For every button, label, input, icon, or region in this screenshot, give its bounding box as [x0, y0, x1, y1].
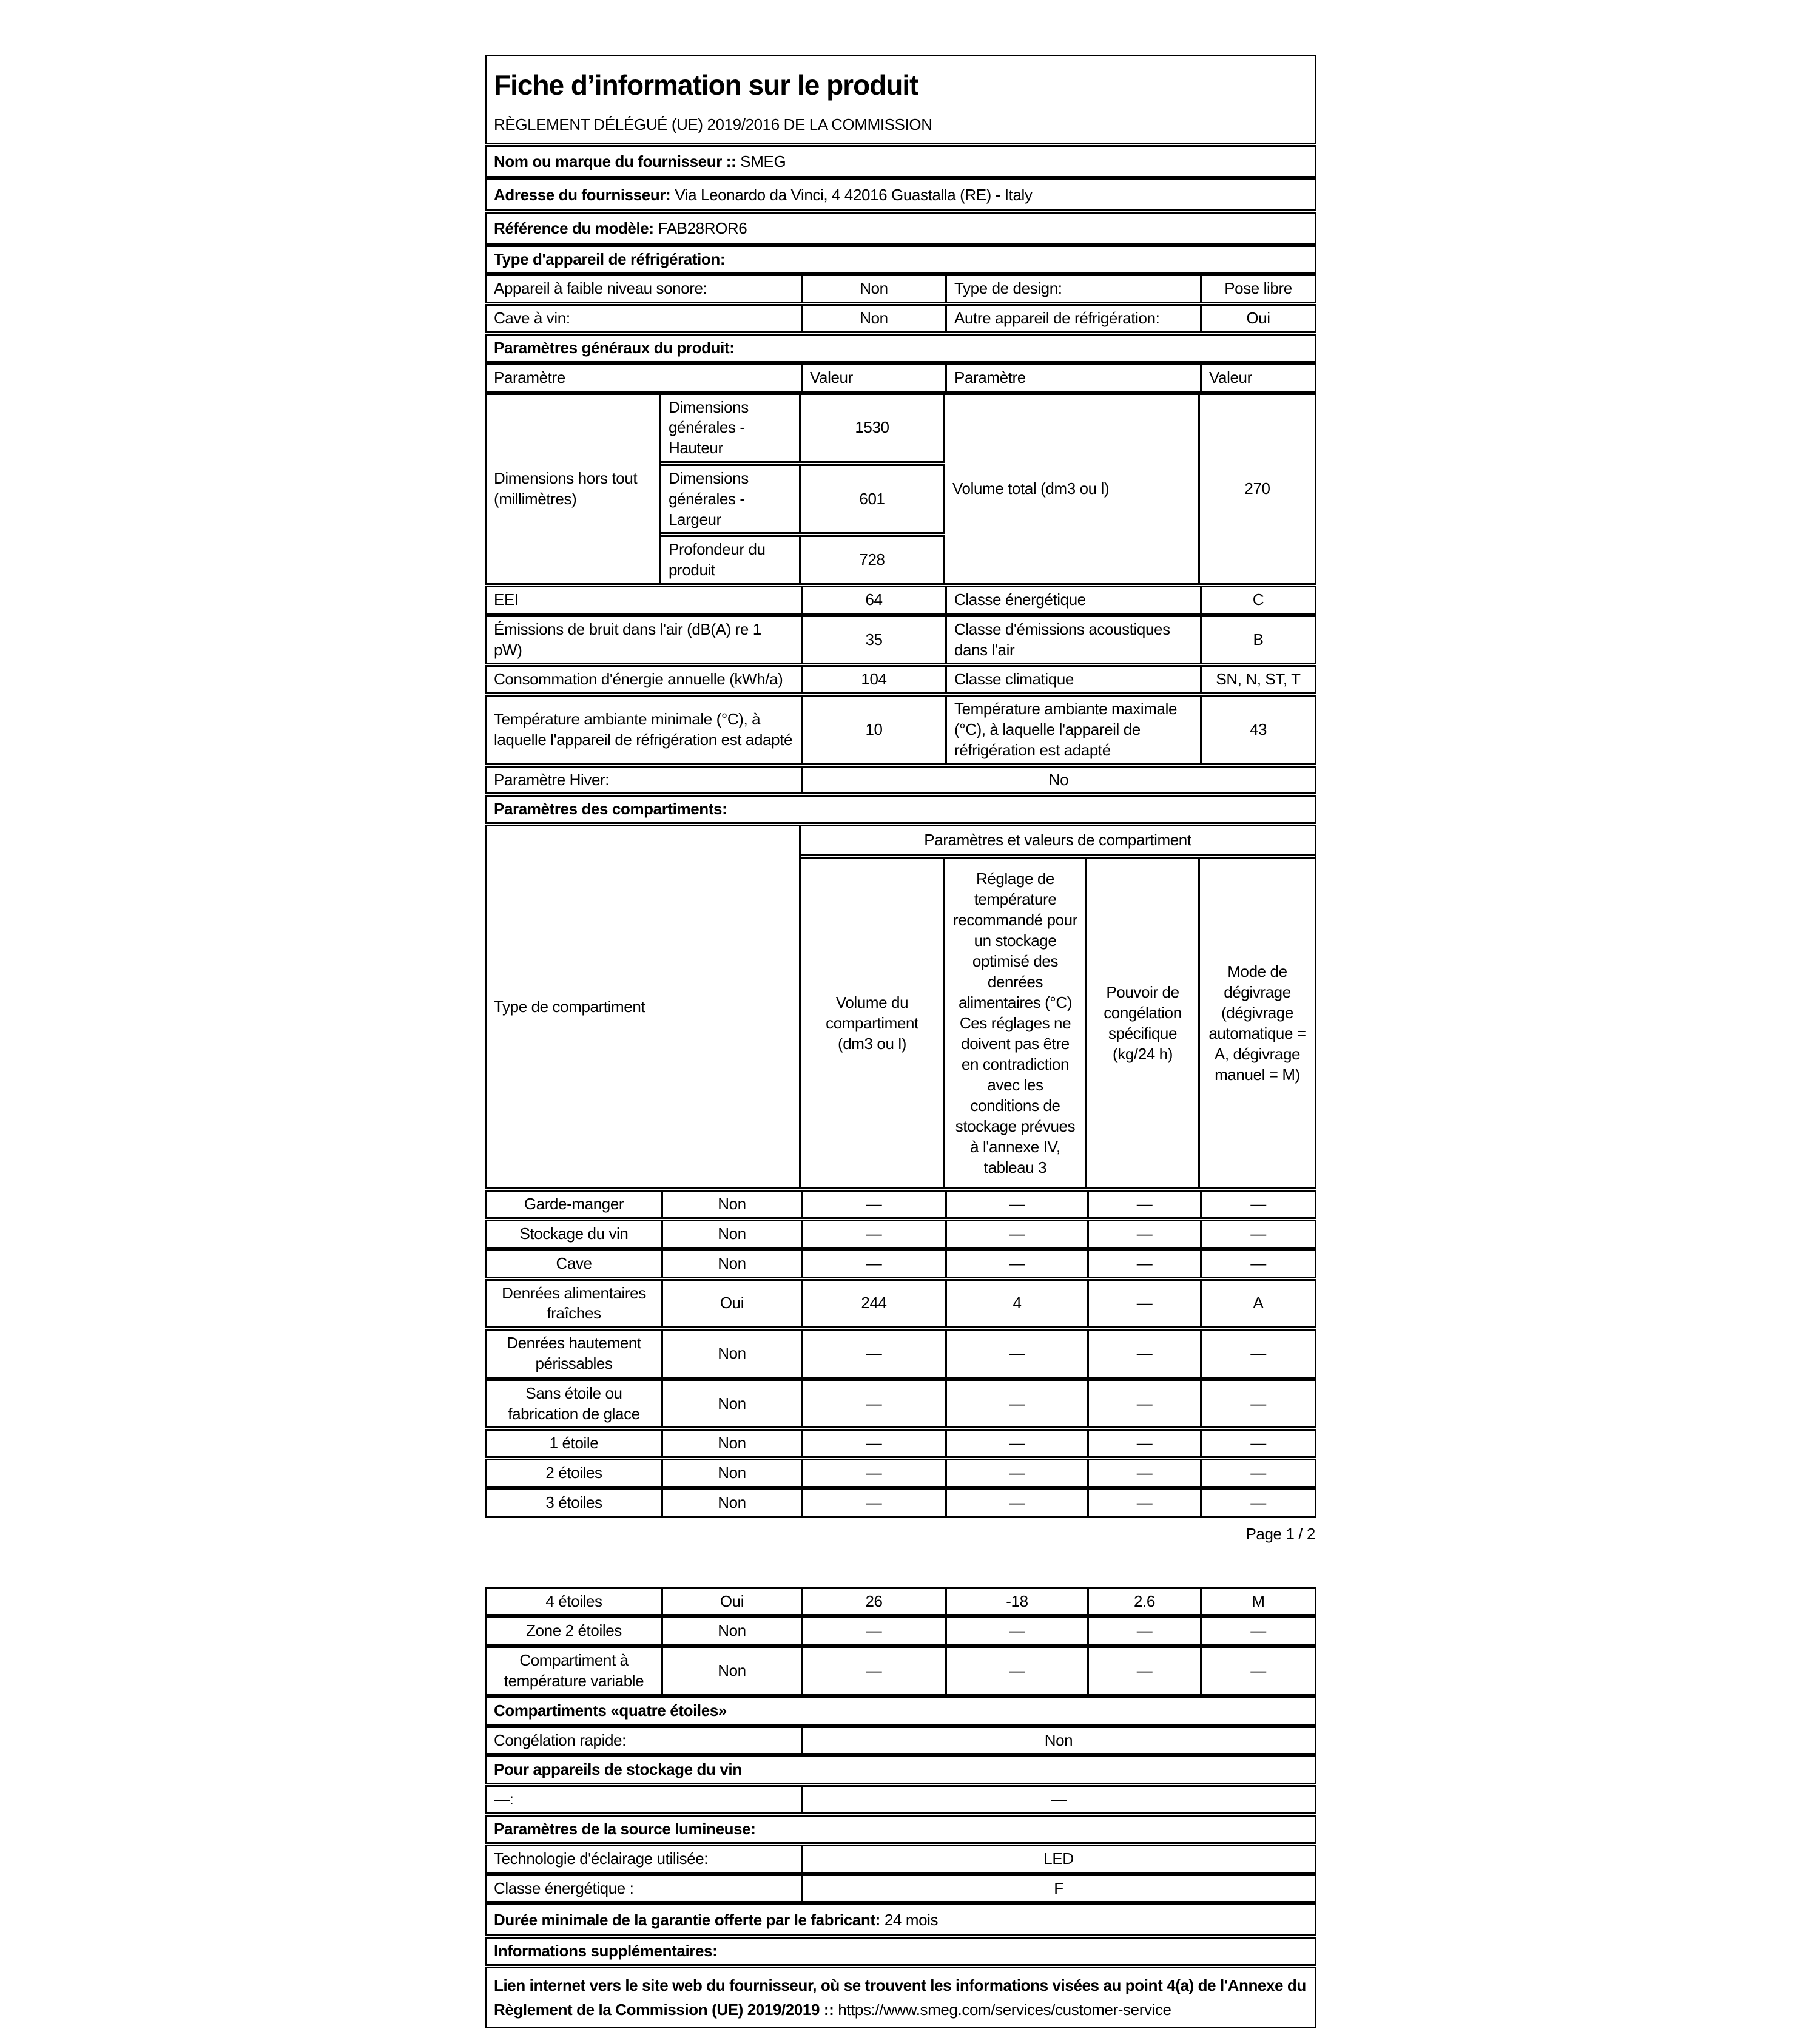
lien-row	[485, 1967, 1316, 2028]
general-row	[485, 665, 1316, 694]
garantie-value: 24 mois	[884, 1911, 939, 1929]
compartment-defrost: —	[1200, 1460, 1315, 1486]
compartment-volume: —	[801, 1460, 945, 1486]
supplier-value: SMEG	[740, 152, 786, 170]
dimensions-label: Dimensions hors tout (millimètres)	[487, 395, 661, 583]
compartment-freeze: —	[1087, 1618, 1200, 1644]
param-value: B	[1200, 617, 1315, 663]
compartment-name: Denrées hautement périssables	[507, 1334, 641, 1372]
type-row	[485, 274, 1316, 303]
compartment-temp: —	[945, 1251, 1087, 1277]
address-label: Adresse du fournisseur:	[494, 185, 671, 204]
compartment-row	[485, 1190, 1316, 1219]
compartment-present: Non	[661, 1251, 801, 1277]
param-label: Température ambiante maximale (°C), à laquelle l'appareil de réfrigération est adapté	[945, 697, 1200, 763]
model-label: Référence du modèle:	[494, 218, 654, 237]
compartment-present: Non	[661, 1648, 801, 1694]
param-value: 64	[801, 587, 945, 613]
compartment-row	[485, 1616, 1316, 1646]
compartment-defrost: —	[1200, 1490, 1315, 1516]
compartment-volume: —	[801, 1648, 945, 1694]
compartment-present: Oui	[661, 1589, 801, 1615]
model-value: FAB28ROR6	[658, 218, 747, 237]
section-quatre-etoiles	[485, 1696, 1316, 1726]
compartment-freeze: —	[1087, 1431, 1200, 1456]
compartment-freeze: —	[1087, 1648, 1200, 1694]
compartment-temp: —	[945, 1431, 1087, 1456]
compartment-row	[485, 1329, 1316, 1379]
lien-label: Lien internet vers le site web du fournisseur, où se trouvent les informations visées au point 4(a) de l'Annexe du Règlement de la Commission (UE) 2019/2019 ::	[494, 1976, 1306, 2019]
param-value: C	[1200, 587, 1315, 613]
compartment-row	[485, 1488, 1316, 1518]
compartment-volume: —	[801, 1431, 945, 1456]
section-stockage-vin	[485, 1755, 1316, 1784]
congelation-label: Congélation rapide:	[494, 1730, 626, 1749]
compartment-temp: —	[945, 1460, 1087, 1486]
compartment-volume-header: Volume du compartiment (dm3 ou l)	[801, 857, 945, 1187]
compartment-freeze: —	[1087, 1331, 1200, 1377]
compartment-defrost: —	[1200, 1431, 1315, 1456]
compartment-freeze: —	[1087, 1192, 1200, 1217]
hiver-label: Paramètre Hiver:	[494, 770, 610, 789]
product-fiche-document	[485, 55, 1316, 2029]
param-label: Température ambiante minimale (°C), à laquelle l'appareil de réfrigération est adapté	[494, 710, 793, 749]
compartment-volume: 26	[801, 1589, 945, 1615]
section-param-generaux-label: Paramètres généraux du produit:	[494, 338, 735, 357]
compartment-row	[485, 1646, 1316, 1696]
section-source-lumineuse-label: Paramètres de la source lumineuse:	[494, 1820, 756, 1838]
section-param-generaux	[485, 334, 1316, 363]
general-row	[485, 586, 1316, 615]
param-label: EEI	[494, 590, 519, 609]
param-value: 104	[801, 667, 945, 692]
address-value: Via Leonardo da Vinci, 4 42016 Guastalla (RE) - Italy	[675, 185, 1033, 204]
compartment-present: Non	[661, 1381, 801, 1427]
vin-dash-value: —	[801, 1787, 1315, 1812]
section-type-appareil-label: Type d'appareil de réfrigération:	[494, 249, 726, 268]
dimensions-block	[485, 393, 1316, 585]
garantie-row	[485, 1903, 1316, 1936]
compartment-name: Cave	[556, 1254, 592, 1272]
compartment-defrost: —	[1200, 1648, 1315, 1694]
compartment-defrost: —	[1200, 1221, 1315, 1247]
compartment-name: Compartiment à température variable	[504, 1651, 644, 1690]
section-param-compartiments	[485, 795, 1316, 824]
compartment-defrost: —	[1200, 1251, 1315, 1277]
classe-energetique-label: Classe énergétique :	[494, 1879, 634, 1897]
col-header-valeur: Valeur	[801, 365, 945, 391]
infos-supplementaires-label: Informations supplémentaires:	[494, 1942, 718, 1960]
compartment-defrost: —	[1200, 1618, 1315, 1644]
param-label: Classe énergétique	[945, 587, 1200, 613]
param-value: Pose libre	[1200, 276, 1315, 302]
lien-cell	[487, 1968, 1315, 2027]
congelation-row	[485, 1726, 1316, 1755]
infos-supplementaires-row	[485, 1937, 1316, 1966]
section-param-compartiments-label: Paramètres des compartiments:	[494, 800, 727, 819]
compartment-freeze: 2.6	[1087, 1589, 1200, 1615]
compartment-volume: —	[801, 1490, 945, 1516]
address-row	[485, 178, 1316, 211]
compartment-name: Garde-manger	[524, 1195, 624, 1214]
col-header-parametre: Paramètre	[945, 365, 1200, 391]
compartment-name: 3 étoiles	[545, 1493, 602, 1511]
general-row	[485, 615, 1316, 665]
supplier-row	[485, 145, 1316, 178]
address-cell	[487, 180, 1315, 209]
compartment-present: Non	[661, 1490, 801, 1516]
param-value: Oui	[1200, 306, 1315, 331]
compartment-defrost: M	[1200, 1589, 1315, 1615]
compartment-temp: —	[945, 1648, 1087, 1694]
supplier-cell	[487, 147, 1315, 176]
compartment-freeze: —	[1087, 1490, 1200, 1516]
hiver-row	[485, 766, 1316, 795]
param-label: Cave à vin:	[494, 309, 570, 328]
compartment-type-header: Type de compartiment	[487, 826, 801, 1187]
param-value: 10	[801, 697, 945, 763]
compartment-freeze: —	[1087, 1460, 1200, 1486]
dimension-sub-value: 728	[801, 535, 945, 583]
compartment-freeze: —	[1087, 1381, 1200, 1427]
model-row	[485, 212, 1316, 245]
compartment-name: 4 étoiles	[545, 1592, 602, 1610]
param-value: 43	[1200, 697, 1315, 763]
garantie-cell	[487, 1905, 1315, 1934]
compartment-mode-header: Mode de dégivrage (dégivrage automatique = A, dégivrage manuel = M)	[1200, 857, 1315, 1187]
compartment-temp: -18	[945, 1589, 1087, 1615]
param-label: Autre appareil de réfrigération:	[945, 306, 1200, 331]
param-value: Non	[801, 306, 945, 331]
section-type-appareil	[485, 245, 1316, 274]
compartment-volume: —	[801, 1251, 945, 1277]
compartment-name: Zone 2 étoiles	[526, 1621, 622, 1640]
supplier-url: https://www.smeg.com/services/customer-service	[838, 2000, 1171, 2019]
compartment-freeze: —	[1087, 1281, 1200, 1327]
compartment-present: Non	[661, 1618, 801, 1644]
page-title: Fiche d’information sur le produit	[494, 69, 918, 101]
classe-energetique-row	[485, 1874, 1316, 1903]
compartment-reglage-header: Réglage de température recommandé pour un stockage optimisé des denrées alimentaires (°C) Ces réglages ne doivent pas être en contradiction avec les conditions de stockage prévues à l'annexe IV, tableau 3	[945, 857, 1087, 1187]
type-row	[485, 304, 1316, 333]
compartment-present: Non	[661, 1331, 801, 1377]
compartment-row	[485, 1459, 1316, 1488]
compartment-name: Sans étoile ou fabrication de glace	[508, 1383, 640, 1423]
param-value: SN, N, ST, T	[1200, 667, 1315, 692]
supplier-label: Nom ou marque du fournisseur ::	[494, 152, 736, 170]
garantie-label: Durée minimale de la garantie offerte par le fabricant:	[494, 1911, 880, 1929]
compartment-temp: —	[945, 1221, 1087, 1247]
compartment-temp: —	[945, 1381, 1087, 1427]
compartment-row	[485, 1587, 1316, 1616]
col-header-parametre: Paramètre	[494, 368, 565, 387]
compartment-present: Non	[661, 1192, 801, 1217]
compartment-freeze: —	[1087, 1251, 1200, 1277]
compartment-temp: —	[945, 1331, 1087, 1377]
compartment-volume: —	[801, 1331, 945, 1377]
param-value: Non	[801, 276, 945, 302]
hiver-value: No	[801, 768, 1315, 793]
classe-energetique-value: F	[801, 1876, 1315, 1902]
compartment-row	[485, 1249, 1316, 1278]
congelation-value: Non	[801, 1728, 1315, 1754]
dimension-sub-label: Dimensions générales - Hauteur	[661, 395, 801, 463]
compartment-group-header: Paramètres et valeurs de compartiment	[801, 826, 1315, 856]
compartment-defrost: —	[1200, 1381, 1315, 1427]
compartment-table-header	[485, 825, 1316, 1189]
techno-eclairage-row	[485, 1845, 1316, 1874]
compartment-row	[485, 1220, 1316, 1249]
param-label: Consommation d'énergie annuelle (kWh/a)	[494, 670, 783, 689]
compartment-volume: —	[801, 1192, 945, 1217]
compartment-defrost: —	[1200, 1192, 1315, 1217]
compartment-temp: —	[945, 1618, 1087, 1644]
compartment-volume: —	[801, 1381, 945, 1427]
regulation-subtitle: RÈGLEMENT DÉLÉGUÉ (UE) 2019/2016 DE LA COMMISSION	[494, 115, 932, 133]
param-label: Classe climatique	[945, 667, 1200, 692]
general-row	[485, 695, 1316, 765]
compartment-present: Non	[661, 1221, 801, 1247]
dimension-sub-value: 1530	[801, 395, 945, 463]
title-block	[485, 55, 1316, 144]
compartment-temp: —	[945, 1490, 1087, 1516]
compartment-name: Stockage du vin	[519, 1224, 629, 1243]
param-label: Émissions de bruit dans l'air (dB(A) re 1 pW)	[494, 620, 761, 659]
compartment-present: Non	[661, 1460, 801, 1486]
param-label: Classe d'émissions acoustiques dans l'air	[945, 617, 1200, 663]
section-quatre-etoiles-label: Compartiments «quatre étoiles»	[494, 1701, 727, 1720]
compartment-row	[485, 1279, 1316, 1329]
compartment-row	[485, 1429, 1316, 1458]
param-label: Appareil à faible niveau sonore:	[494, 279, 707, 298]
compartment-present: Non	[661, 1431, 801, 1456]
page-number: Page 1 / 2	[1245, 1524, 1315, 1543]
model-cell	[487, 214, 1315, 243]
section-stockage-vin-label: Pour appareils de stockage du vin	[494, 1760, 742, 1779]
techno-eclairage-label: Technologie d'éclairage utilisée:	[494, 1849, 709, 1868]
section-source-lumineuse	[485, 1815, 1316, 1844]
compartment-volume: 244	[801, 1281, 945, 1327]
compartment-pouvoir-header: Pouvoir de congélation spécifique (kg/24 h)	[1087, 857, 1200, 1187]
compartment-volume: —	[801, 1221, 945, 1247]
compartment-volume: —	[801, 1618, 945, 1644]
compartment-defrost: A	[1200, 1281, 1315, 1327]
compartment-temp: —	[945, 1192, 1087, 1217]
col-header-valeur: Valeur	[1200, 365, 1315, 391]
techno-eclairage-value: LED	[801, 1846, 1315, 1872]
compartment-name: 2 étoiles	[545, 1464, 602, 1482]
compartment-temp: 4	[945, 1281, 1087, 1327]
param-label: Type de design:	[945, 276, 1200, 302]
param-valeur-header	[485, 363, 1316, 393]
compartment-freeze: —	[1087, 1221, 1200, 1247]
volume-total-label: Volume total (dm3 ou l)	[945, 395, 1200, 583]
vin-dash-row	[485, 1785, 1316, 1814]
dimension-sub-label: Profondeur du produit	[661, 535, 801, 583]
volume-total-value: 270	[1244, 479, 1270, 498]
param-value: 35	[801, 617, 945, 663]
compartment-name: Denrées alimentaires fraîches	[502, 1283, 646, 1323]
vin-dash-label: —:	[494, 1790, 514, 1809]
compartment-name: 1 étoile	[549, 1434, 599, 1453]
compartment-present: Oui	[661, 1281, 801, 1327]
dimension-sub-label: Dimensions générales - Largeur	[661, 464, 801, 534]
compartment-row	[485, 1379, 1316, 1429]
dimension-sub-value: 601	[801, 464, 945, 534]
compartment-defrost: —	[1200, 1331, 1315, 1377]
